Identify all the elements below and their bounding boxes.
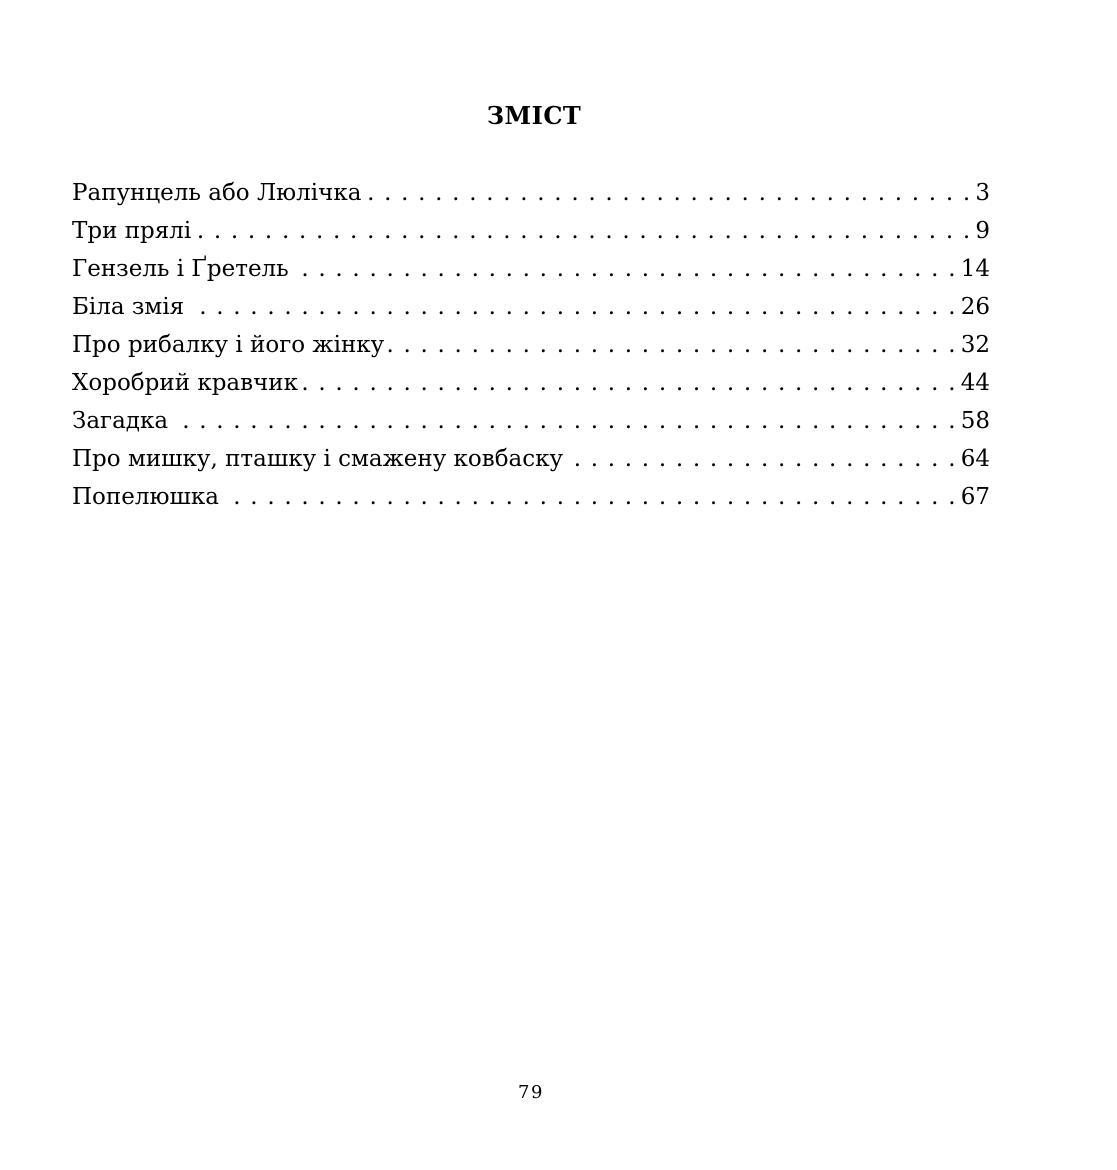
dot-leader	[172, 402, 957, 440]
toc-entry-page: 67	[960, 484, 990, 510]
toc-entry	[72, 174, 990, 212]
toc-entry-title: Загадка	[72, 408, 169, 434]
page-title: ЗМІСТ	[486, 101, 582, 130]
toc-entry-page: 64	[960, 446, 990, 472]
toc-entry	[72, 478, 990, 516]
toc-entry	[72, 364, 990, 402]
toc-entry-title: Попелюшка	[72, 484, 219, 510]
dot-leader	[365, 174, 971, 212]
toc-entry	[72, 440, 990, 478]
toc-entry-title: Про рибалку і його жінку	[72, 332, 385, 358]
toc-entry	[72, 326, 990, 364]
toc-entry-page: 14	[960, 256, 990, 282]
dot-leader	[567, 440, 957, 478]
toc-entry-page: 58	[960, 408, 990, 434]
dot-leader	[223, 478, 957, 516]
toc-entry-title: Гензель і Ґретель	[72, 256, 289, 282]
dot-leader	[388, 326, 957, 364]
dot-leader	[195, 212, 971, 250]
dot-leader	[302, 364, 957, 402]
dot-leader	[188, 288, 957, 326]
toc-entry-page: 26	[960, 294, 990, 320]
toc-entry	[72, 402, 990, 440]
dot-leader	[293, 250, 957, 288]
toc-entry	[72, 212, 990, 250]
toc-entry	[72, 250, 990, 288]
toc-entry-page: 32	[960, 332, 990, 358]
table-of-contents	[72, 174, 990, 516]
toc-entry	[72, 288, 990, 326]
page-number: 79	[518, 1082, 544, 1103]
toc-entry-title: Три прялі	[72, 218, 192, 244]
toc-entry-page: 3	[975, 180, 990, 206]
toc-entry-title: Рапунцель або Люлічка	[72, 180, 362, 206]
toc-entry-title: Про мишку, пташку і смажену ковбаску	[72, 446, 564, 472]
toc-entry-title: Біла змія	[72, 294, 185, 320]
toc-entry-title: Хоробрий кравчик	[72, 370, 299, 396]
toc-entry-page: 44	[960, 370, 990, 396]
toc-entry-page: 9	[975, 218, 990, 244]
